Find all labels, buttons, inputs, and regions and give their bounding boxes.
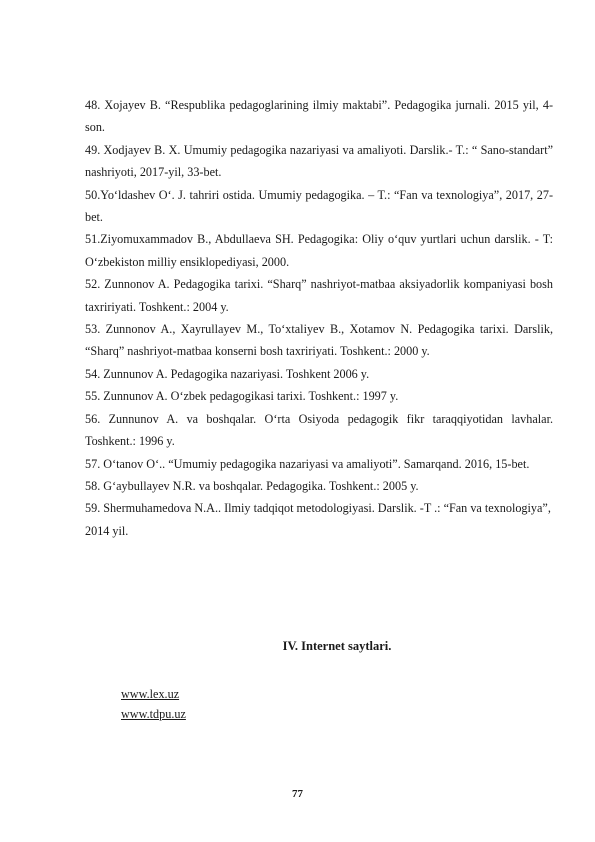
reference-item: 48. Xojayev B. “Respublika pedagoglarining ilmiy maktabi”. Pedagogika jurnali. 2015 yil, 4-son.: [85, 98, 553, 135]
reference-item: 50.Yo‘ldashev O‘. J. tahriri ostida. Umumiy pedagogika. – T.: “Fan va texnologiya”, 2017, 27- bet.: [85, 187, 553, 225]
reference-item: 54. Zunnunov A. Pedagogika nazariyasi. Toshkent 2006 y.: [85, 366, 370, 381]
reference-item: 49. Xodjayev B. X. Umumiy pedagogika nazariyasi va amaliyoti. Darslik.- T.: “ Sano-standart” nashriyoti, 2017-yil, 33-bet.: [85, 142, 553, 180]
reference-item: 59. Shermuhamedova N.A.. Ilmiy tadqiqot metodologiyasi. Darslik. -T .: “Fan va texnologiya”, 2014 yil.: [85, 501, 551, 538]
reference-item: 53. Zunnonov A., Xayrullayev M., To‘xtaliyev B., Xotamov N. Pedagogika tarixi. Darslik, “Sharq” nashriyot-matbaa konserni bosh taxririyati. Toshkent.: 2000 y.: [85, 322, 553, 359]
reference-item: 55. Zunnunov A. O‘zbek pedagogikasi tarixi. Toshkent.: 1997 y.: [85, 389, 399, 404]
reference-item: 58. G‘aybullayev N.R. va boshqalar. Pedagogika. Toshkent.: 2005 y.: [85, 478, 419, 493]
section-title: IV. Internet saytlari.: [282, 639, 392, 653]
internet-links: [121, 684, 186, 724]
reference-item: 57. O‘tanov O‘.. “Umumiy pedagogika nazariyasi va amaliyoti”. Samarqand. 2016, 15-bet.: [85, 456, 530, 471]
reference-item: 51.Ziyomuxammadov B., Abdullaeva SH. Pedagogika: Oliy o‘quv yurtlari uchun darslik. - T: O‘zbekiston milliy ensiklopediyasi, 2000.: [85, 232, 553, 269]
reference-item: 56. Zunnunov A. va boshqalar. O‘rta Osiyoda pedagogik fikr taraqqiyotidan lavhalar. Toshkent.: 1996 y.: [85, 411, 553, 449]
link-lex-uz[interactable]: www.lex.uz: [121, 687, 180, 701]
page-number: 77: [292, 788, 303, 800]
reference-list: [85, 94, 553, 542]
reference-item: 52. Zunnonov A. Pedagogika tarixi. “Sharq” nashriyot-matbaa aksiyadorlik kompaniyasi bosh taxririyati. Toshkent.: 2004 y.: [85, 277, 553, 314]
link-tdpu-uz[interactable]: www.tdpu.uz: [121, 707, 186, 721]
